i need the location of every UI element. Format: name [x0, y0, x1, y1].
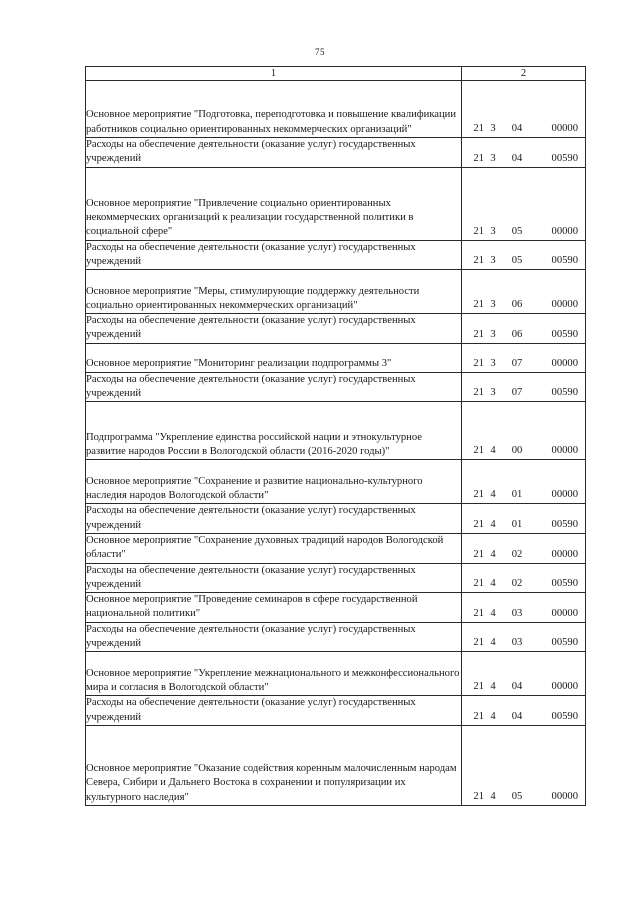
subprogram-code: 4 — [490, 518, 496, 530]
classification-code — [462, 548, 585, 563]
row-code-cell — [462, 402, 586, 460]
table-row — [86, 402, 586, 460]
direction-code: 00000 — [551, 123, 578, 134]
row-name-cell: Расходы на обеспечение деятельности (оказание услуг) государственных учреждений — [86, 240, 462, 270]
activity-code: 05 — [511, 225, 523, 237]
activity-code: 05 — [511, 790, 523, 802]
program-code: 21 — [473, 489, 484, 501]
activity-code: 06 — [511, 299, 523, 311]
subprogram-code: 3 — [490, 357, 496, 369]
table-row — [86, 343, 586, 372]
row-name-cell: Основное мероприятие "Привлечение социально ориентированных некоммерческих организаций к реализации государственной политики в социальной сфере" — [86, 167, 462, 240]
table-row — [86, 504, 586, 534]
subprogram-code: 3 — [490, 387, 496, 399]
program-code: 21 — [473, 637, 484, 649]
row-code-cell — [462, 622, 586, 652]
program-code: 21 — [473, 445, 484, 457]
budget-classification-table — [85, 66, 586, 806]
classification-code — [462, 122, 585, 137]
classification-code — [462, 254, 585, 269]
table-row — [86, 372, 586, 402]
classification-code — [462, 636, 585, 651]
row-name-cell: Расходы на обеспечение деятельности (оказание услуг) государственных учреждений — [86, 372, 462, 402]
program-code: 21 — [473, 710, 484, 722]
row-code-cell — [462, 240, 586, 270]
program-code: 21 — [473, 255, 484, 267]
row-name-cell: Расходы на обеспечение деятельности (оказание услуг) государственных учреждений — [86, 138, 462, 168]
row-name-cell: Основное мероприятие "Подготовка, переподготовка и повышение квалификации работников социально ориентированных некоммерческих организаций" — [86, 81, 462, 138]
row-code-cell — [462, 696, 586, 726]
program-code: 21 — [473, 607, 484, 619]
program-code: 21 — [473, 123, 484, 134]
table-row — [86, 696, 586, 726]
activity-code: 07 — [511, 387, 523, 399]
classification-code — [462, 386, 585, 401]
classification-code — [462, 298, 585, 313]
subprogram-code: 3 — [490, 152, 496, 164]
row-code-cell — [462, 167, 586, 240]
activity-code: 04 — [511, 710, 523, 722]
row-name-cell: Расходы на обеспечение деятельности (оказание услуг) государственных учреждений — [86, 563, 462, 593]
row-name-cell: Основное мероприятие "Мониторинг реализации подпрограммы 3" — [86, 343, 462, 372]
table-row — [86, 138, 586, 168]
table-header-row — [86, 67, 586, 81]
row-name-cell: Основное мероприятие "Оказание содействия коренным малочисленным народам Севера, Сибири и Дальнего Востока в сохранении и популяризации их культурного наследия" — [86, 725, 462, 805]
activity-code: 00 — [511, 445, 523, 457]
direction-code: 00590 — [551, 637, 578, 649]
direction-code: 00000 — [551, 489, 578, 501]
subprogram-code: 4 — [490, 607, 496, 619]
row-name-cell: Основное мероприятие "Укрепление межнационального и межконфессионального мира и согласия в Вологодской области" — [86, 652, 462, 696]
subprogram-code: 3 — [490, 328, 496, 340]
subprogram-code: 4 — [490, 710, 496, 722]
table-row — [86, 593, 586, 623]
table-row — [86, 652, 586, 696]
program-code: 21 — [473, 152, 484, 164]
direction-code: 00000 — [551, 681, 578, 693]
program-code: 21 — [473, 790, 484, 802]
subprogram-code: 4 — [490, 445, 496, 457]
classification-code — [462, 680, 585, 695]
classification-code — [462, 488, 585, 503]
subprogram-code: 3 — [490, 123, 496, 134]
row-code-cell — [462, 504, 586, 534]
direction-code: 00000 — [551, 445, 578, 457]
classification-code — [462, 607, 585, 622]
row-code-cell — [462, 270, 586, 314]
subprogram-code: 3 — [490, 225, 496, 237]
direction-code: 00000 — [551, 607, 578, 619]
table-row — [86, 270, 586, 314]
classification-code — [462, 357, 585, 372]
row-name-cell: Основное мероприятие "Меры, стимулирующие поддержку деятельности социально ориентированных некоммерческих организаций" — [86, 270, 462, 314]
subprogram-code: 4 — [490, 489, 496, 501]
direction-code: 00000 — [551, 225, 578, 237]
row-code-cell — [462, 652, 586, 696]
program-code: 21 — [473, 357, 484, 369]
classification-code — [462, 152, 585, 167]
activity-code: 02 — [511, 578, 523, 590]
program-code: 21 — [473, 387, 484, 399]
table-row — [86, 240, 586, 270]
activity-code: 03 — [511, 637, 523, 649]
table-row — [86, 563, 586, 593]
direction-code: 00590 — [551, 710, 578, 722]
table-row — [86, 460, 586, 504]
program-code: 21 — [473, 328, 484, 340]
classification-code — [462, 444, 585, 459]
activity-code: 02 — [511, 548, 523, 560]
row-code-cell — [462, 563, 586, 593]
subprogram-code: 4 — [490, 637, 496, 649]
row-name-cell: Основное мероприятие "Сохранение и развитие национально-культурного наследия народов Вологодской области" — [86, 460, 462, 504]
program-code: 21 — [473, 681, 484, 693]
row-name-cell: Расходы на обеспечение деятельности (оказание услуг) государственных учреждений — [86, 696, 462, 726]
row-name-cell: Подпрограмма "Укрепление единства российской нации и этнокультурное развитие народов России в Вологодской области (2016-2020 годы)" — [86, 402, 462, 460]
direction-code: 00590 — [551, 578, 578, 590]
row-code-cell — [462, 725, 586, 805]
subprogram-code: 4 — [490, 681, 496, 693]
classification-code — [462, 518, 585, 533]
row-name-cell: Основное мероприятие "Проведение семинаров в сфере государственной национальной политики" — [86, 593, 462, 623]
direction-code: 00590 — [551, 255, 578, 267]
subprogram-code: 3 — [490, 299, 496, 311]
row-name-cell: Расходы на обеспечение деятельности (оказание услуг) государственных учреждений — [86, 314, 462, 344]
direction-code: 00000 — [551, 790, 578, 802]
row-code-cell — [462, 593, 586, 623]
direction-code: 00590 — [551, 518, 578, 530]
row-code-cell — [462, 533, 586, 563]
activity-code: 04 — [511, 152, 523, 164]
direction-code: 00590 — [551, 152, 578, 164]
classification-code — [462, 790, 585, 805]
row-code-cell — [462, 81, 586, 138]
program-code: 21 — [473, 548, 484, 560]
program-code: 21 — [473, 518, 484, 530]
activity-code: 04 — [511, 123, 523, 134]
program-code: 21 — [473, 578, 484, 590]
classification-code — [462, 225, 585, 240]
row-name-cell: Расходы на обеспечение деятельности (оказание услуг) государственных учреждений — [86, 622, 462, 652]
classification-code — [462, 328, 585, 343]
header-col-1: 1 — [86, 67, 462, 81]
table-row — [86, 622, 586, 652]
program-code: 21 — [473, 225, 484, 237]
subprogram-code: 4 — [490, 578, 496, 590]
activity-code: 03 — [511, 607, 523, 619]
direction-code: 00590 — [551, 328, 578, 340]
subprogram-code: 4 — [490, 548, 496, 560]
row-code-cell — [462, 372, 586, 402]
table-row — [86, 533, 586, 563]
row-code-cell — [462, 138, 586, 168]
table-row — [86, 725, 586, 805]
activity-code: 05 — [511, 255, 523, 267]
table-row — [86, 167, 586, 240]
activity-code: 07 — [511, 357, 523, 369]
activity-code: 04 — [511, 681, 523, 693]
row-code-cell — [462, 343, 586, 372]
table-row — [86, 81, 586, 138]
program-code: 21 — [473, 299, 484, 311]
row-name-cell: Расходы на обеспечение деятельности (оказание услуг) государственных учреждений — [86, 504, 462, 534]
direction-code: 00000 — [551, 299, 578, 311]
direction-code: 00590 — [551, 387, 578, 399]
page-number: 75 — [315, 47, 325, 57]
subprogram-code: 4 — [490, 790, 496, 802]
row-name-cell: Основное мероприятие "Сохранение духовных традиций народов Вологодской области" — [86, 533, 462, 563]
activity-code: 06 — [511, 328, 523, 340]
activity-code: 01 — [511, 489, 523, 501]
activity-code: 01 — [511, 518, 523, 530]
table-row — [86, 314, 586, 344]
classification-code — [462, 577, 585, 592]
row-code-cell — [462, 314, 586, 344]
row-code-cell — [462, 460, 586, 504]
classification-code — [462, 710, 585, 725]
direction-code: 00000 — [551, 357, 578, 369]
subprogram-code: 3 — [490, 255, 496, 267]
header-col-2: 2 — [462, 67, 586, 81]
direction-code: 00000 — [551, 548, 578, 560]
